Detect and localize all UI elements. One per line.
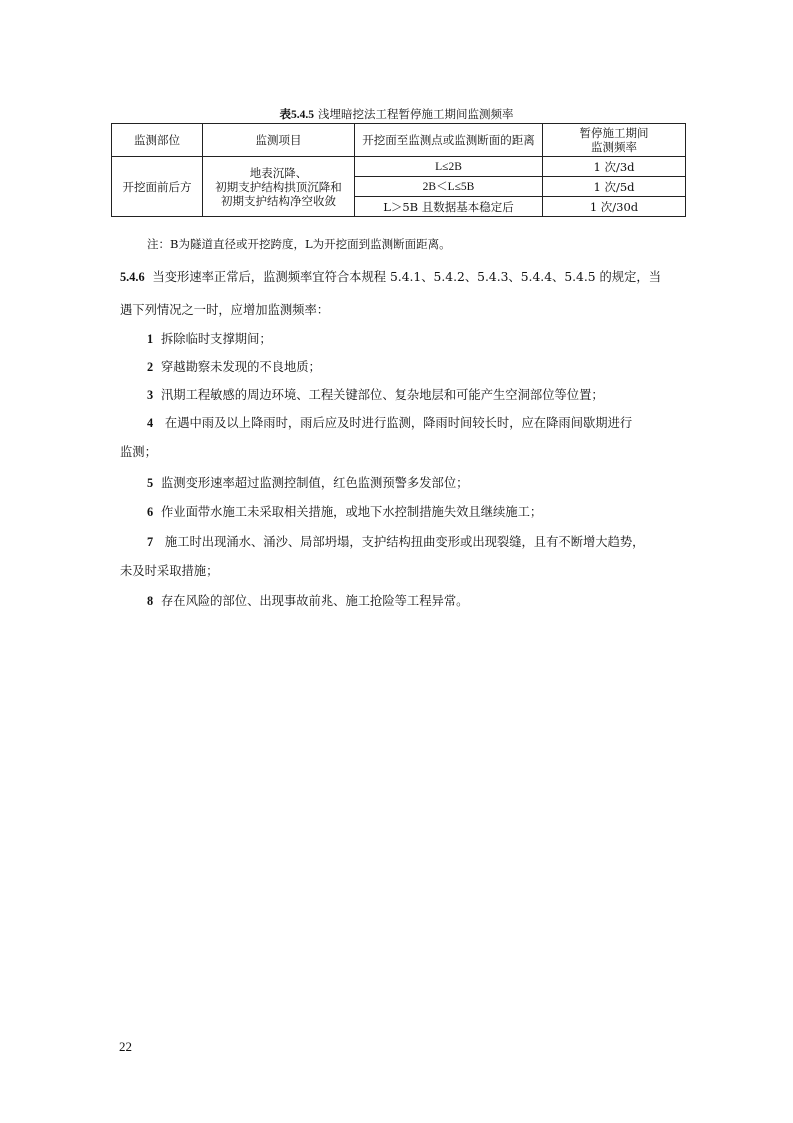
list-item-number: 3 <box>147 388 154 402</box>
section-intro-line1: 当变形速率正常后，监测频率宜符合本规程 5.4.1、5.4.2、5.4.3、5.4.4、5.4.5 的规定，当 <box>152 270 661 284</box>
list-item-number: 2 <box>147 360 154 374</box>
monitoring-frequency-table <box>111 123 686 217</box>
header-frequency <box>543 124 686 157</box>
list-item-number: 7 <box>147 535 154 549</box>
list-item-text: 拆除临时支撑期间； <box>160 332 272 346</box>
cell-items-line: 地表沉降、 <box>249 165 308 180</box>
list-item-number: 1 <box>147 332 154 346</box>
header-frequency-line1: 暂停施工期间 <box>579 126 649 140</box>
list-item <box>147 386 687 404</box>
table-header-row <box>112 124 686 157</box>
list-item-continuation: 未及时采取措施； <box>120 564 219 578</box>
section-intro-line2: 遇下列情况之一时，应增加监测频率： <box>120 303 330 317</box>
list-item-text: 汛期工程敏感的周边环境、工程关键部位、复杂地层和可能产生空洞部位等位置； <box>160 388 604 402</box>
table-row <box>112 157 686 177</box>
cell-frequency: 1 次/30d <box>543 197 686 217</box>
list-item-text: 在遇中雨及以上降雨时，雨后应及时进行监测，降雨时间较长时，应在降雨间歇期进行 <box>164 416 633 430</box>
list-item-text: 存在风险的部位、出现事故前兆、施工抢险等工程异常。 <box>160 594 469 608</box>
list-item-text: 监测变形速率超过监测控制值，红色监测预警多发部位； <box>160 476 469 490</box>
table-title: 浅埋暗挖法工程暂停施工期间监测频率 <box>318 107 514 121</box>
list-item-text: 施工时出现涌水、涌沙、局部坍塌，支护结构扭曲变形或出现裂缝，且有不断增大趋势， <box>164 535 645 549</box>
list-item <box>147 592 687 610</box>
page-number: 22 <box>119 1039 132 1054</box>
list-item-text: 作业面带水施工未采取相关措施，或地下水控制措施失效且继续施工； <box>160 505 543 519</box>
list-item <box>147 503 687 521</box>
section-number: 5.4.6 <box>120 270 145 284</box>
list-item <box>147 474 687 492</box>
cell-items <box>203 157 355 217</box>
header-part: 监测部位 <box>112 124 203 157</box>
table-note: 注：B为隧道直径或开挖跨度，L为开挖面到监测断面距离。 <box>147 237 451 251</box>
list-item <box>147 414 687 432</box>
cell-items-line: 初期支护结构拱顶沉降和 <box>215 179 342 194</box>
cell-items-line: 初期支护结构净空收敛 <box>221 193 336 208</box>
cell-distance: L≤2B <box>355 157 543 177</box>
cell-distance: L＞5B 且数据基本稳定后 <box>355 197 543 217</box>
header-distance: 开挖面至监测点或监测断面的距离 <box>355 124 543 157</box>
header-items: 监测项目 <box>203 124 355 157</box>
cell-frequency: 1 次/3d <box>543 157 686 177</box>
section-intro <box>120 268 680 286</box>
list-item-number: 8 <box>147 594 154 608</box>
list-item <box>147 358 687 376</box>
cell-part: 开挖面前后方 <box>112 157 203 217</box>
list-item <box>147 330 687 348</box>
list-item-number: 5 <box>147 476 154 490</box>
list-item-number: 4 <box>147 416 154 430</box>
cell-distance: 2B＜L≤5B <box>355 177 543 197</box>
header-frequency-line2: 监测频率 <box>591 140 637 154</box>
table-caption <box>0 106 793 123</box>
list-item-number: 6 <box>147 505 154 519</box>
table-number: 表5.4.5 <box>279 109 314 121</box>
cell-frequency: 1 次/5d <box>543 177 686 197</box>
list-item <box>147 533 687 551</box>
list-item-text: 穿越勘察未发现的不良地质； <box>160 360 321 374</box>
list-item-continuation: 监测； <box>120 445 157 459</box>
